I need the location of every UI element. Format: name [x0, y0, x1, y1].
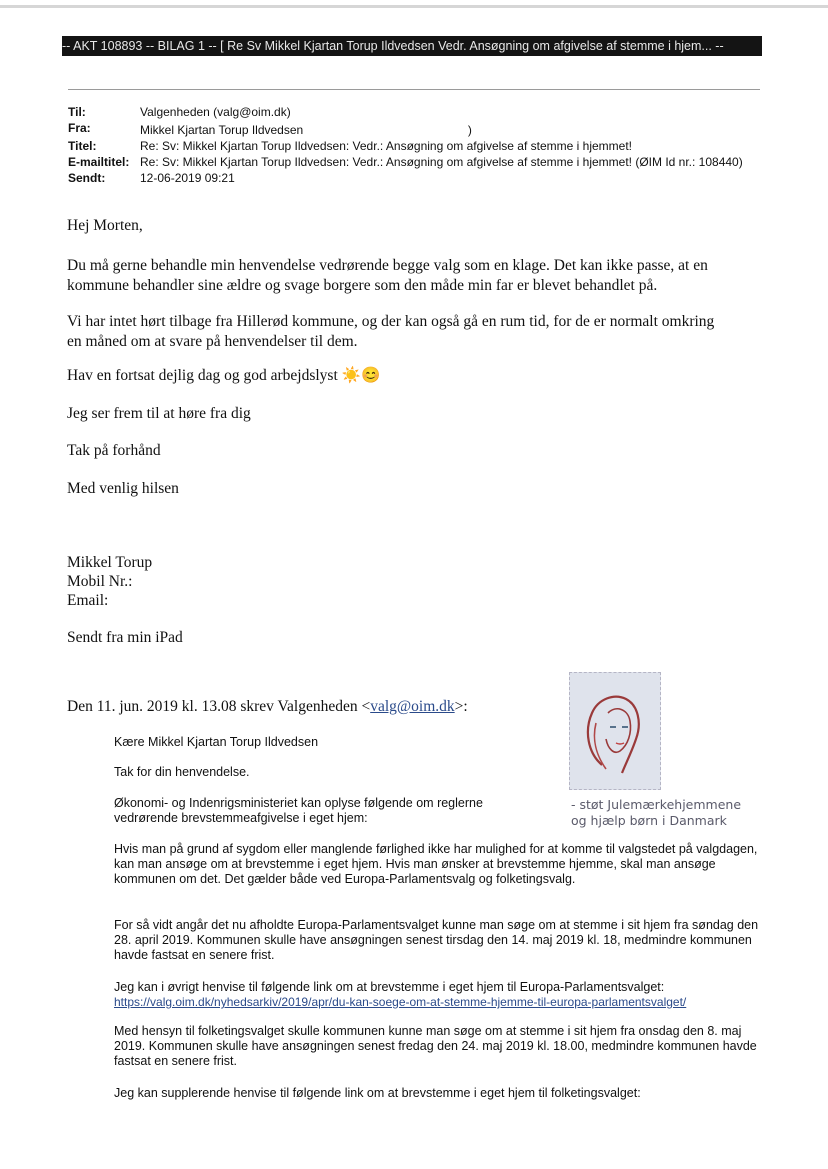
quote-rules-intro: Økonomi- og Indenrigsministeriet kan oplyse følgende om reglerne vedrørende brevstemmeafgivelse i eget hjem: — [114, 796, 483, 825]
sent-label: Sendt: — [68, 171, 106, 185]
quote-eu-election: For så vidt angår det nu afholdte Europa-Parlamentsvalget kunne man søge om at stemme i sit hjem fra søndag den 28. april 2019. Kommunen skulle have ansøgningen senest tirsdag den 14. maj 2019 kl. 18, medmindre kommunen havde fastsat en senere frist. — [114, 918, 759, 962]
sent-from-device: Sendt fra min iPad — [67, 629, 183, 646]
valg-email-link[interactable]: valg@oim.dk — [370, 698, 455, 715]
sun-smile-emoji-icon: ☀️😊 — [341, 367, 381, 384]
paragraph-look-forward: Jeg ser frem til at høre fra dig — [67, 405, 251, 422]
header-divider — [68, 89, 760, 90]
quote-intro — [67, 697, 468, 717]
header-sent-row — [68, 170, 768, 186]
title-label: Titel: — [68, 139, 97, 153]
header-to-row — [68, 104, 768, 120]
to-label: Til: — [68, 105, 86, 119]
quote-home-voting: Hvis man på grund af sygdom eller manglende førlighed ikke har mulighed for at komme til valgstedet på valgdagen, kan man ansøge om at brevstemme i eget hjem. Hvis man ønsker at brevstemme hjemme, skal man ansøge kommunen om det. Det gælder både ved Europa-Parlamentsvalg og folketingsvalg. — [114, 842, 758, 886]
quote-salutation: Kære Mikkel Kjartan Torup Ildvedsen — [114, 735, 319, 749]
title-value: Re: Sv: Mikkel Kjartan Torup Ildvedsen: Vedr.: Ansøgning om afgivelse af stemme i hjemmet! — [140, 139, 633, 153]
from-value-wrapper — [140, 120, 768, 138]
wishes-text: Hav en fortsat dejlig dag og god arbejdslyst — [67, 367, 338, 384]
email-header — [68, 104, 768, 186]
stamp-caption — [571, 797, 741, 829]
quote-national-election: Med hensyn til folketingsvalget skulle kommunen kunne man søge om at stemme i sit hjem fra onsdag den 8. maj 2019. Kommunen skulle have ansøgningen senest fredag den 24. maj 2019 kl. 18.00, medmindre kommunen havde fastsat en senere frist. — [114, 1024, 757, 1068]
quote-intro-text: Den 11. jun. 2019 kl. 13.08 skrev Valgenheden < — [67, 698, 371, 715]
from-close: ) — [467, 123, 472, 137]
from-label: Fra: — [68, 121, 91, 135]
signature-mobile: Mobil Nr.: — [67, 573, 133, 590]
paragraph-complaint: Du må gerne behandle min henvendelse vedrørende begge valg som en klage. Det kan ikke passe, at en kommune behandler sine ældre og svage borgere som den måde min far er blevet behandlet på. — [67, 257, 708, 294]
quote-national-link-intro: Jeg kan supplerende henvise til følgende link om at brevstemme i eget hjem til folketingsvalget: — [114, 1086, 641, 1100]
quote-thanks: Tak for din henvendelse. — [114, 765, 250, 779]
header-from-row — [68, 120, 768, 138]
eu-election-link[interactable]: https://valg.oim.dk/nyhedsarkiv/2019/apr/du-kan-soege-om-at-stemme-hjemme-til-europa-parlamentsvalget/ — [114, 995, 687, 1009]
page-top-border — [0, 5, 828, 8]
paragraph-hillerod: Vi har intet hørt tilbage fra Hillerød kommune, og der kan også gå en rum tid, for de er normalt omkring en måned om at svare på henvendelser til dem. — [67, 313, 715, 350]
email-title-value: Re: Sv: Mikkel Kjartan Torup Ildvedsen: Vedr.: Ansøgning om afgivelse af stemme i hjemmet! (ØIM Id nr.: 108440) — [140, 155, 743, 169]
stamp-caption-line2: og hjælp børn i Danmark — [571, 813, 727, 828]
header-email-title-row — [68, 154, 768, 170]
redacted-email — [307, 120, 465, 134]
signature-name: Mikkel Torup — [67, 554, 153, 571]
paragraph-wishes — [67, 366, 380, 386]
header-title-row — [68, 138, 768, 154]
quote-eu-link-intro — [114, 980, 764, 1010]
stamp-caption-line1: - støt Julemærkehjemmene — [571, 797, 742, 812]
to-value: Valgenheden (valg@oim.dk) — [140, 105, 291, 119]
from-value: Mikkel Kjartan Torup Ildvedsen — [140, 123, 304, 137]
quote-intro-close: >: — [454, 698, 468, 715]
paragraph-thanks: Tak på forhånd — [67, 442, 161, 459]
email-title-label: E-mailtitel: — [68, 155, 130, 169]
closing: Med venlig hilsen — [67, 480, 179, 497]
signature-email: Email: — [67, 592, 109, 609]
quote-eu-link-text: Jeg kan i øvrigt henvise til følgende link om at brevstemme i eget hjem til Europa-Parlamentsvalget: — [114, 980, 665, 994]
document-banner: -- AKT 108893 -- BILAG 1 -- [ Re Sv Mikkel Kjartan Torup Ildvedsen Vedr. Ansøgning om afgivelse af stemme i hjem... -- — [62, 36, 762, 56]
greeting: Hej Morten, — [67, 217, 143, 234]
sent-value: 12-06-2019 09:21 — [140, 171, 235, 185]
